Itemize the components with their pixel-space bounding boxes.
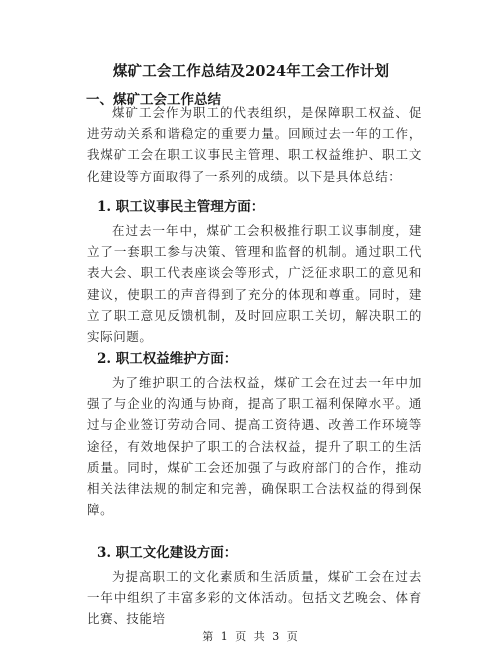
paragraph-democratic-management: 在过去一年中，煤矿工会积极推行职工议事制度，建立了一套职工参与决策、管理和监督的机制。通过职工代表大会、职工代表座谈会等形式，广泛征求职工的意见和建议，使职工的声音得到了充分的体现和尊重。同时，建立了职工意见反馈机制，及时回应职工关切，解决职工的实际问题。: [87, 223, 422, 345]
subheading-culture-building: 3. 职工文化建设方面：: [97, 545, 238, 561]
page-number: 第 1 页 共 3 页: [202, 630, 300, 643]
paragraph-culture-building: 为提高职工的文化素质和生活质量，煤矿工会在过去一年中组织了丰富多彩的文体活动。包括文艺晚会、体育比赛、技能培: [87, 569, 422, 627]
intro-paragraph: 煤矿工会作为职工的代表组织，是保障职工权益、促进劳动关系和谐稳定的重要力量。回顾过去一年的工作，我煤矿工会在职工议事民主管理、职工权益维护、职工文化建设等方面取得了一系列的成绩。以下是具体总结：: [87, 105, 422, 184]
section-heading-summary: 一、煤矿工会工作总结: [86, 92, 221, 108]
subheading-democratic-management: 1. 职工议事民主管理方面：: [97, 199, 265, 215]
document-title: 煤矿工会工作总结及2024年工会工作计划: [112, 63, 390, 80]
paragraph-rights-protection: 为了维护职工的合法权益，煤矿工会在过去一年中加强了与企业的沟通与协商，提高了职工福利保障水平。通过与企业签订劳动合同、提高工资待遇、改善工作环境等途径，有效地保护了职工的合法权益，提升了职工的生活质量。同时，煤矿工会还加强了与政府部门的合作，推动相关法律法规的制定和完善，确保职工合法权益的得到保障。: [87, 375, 422, 518]
subheading-rights-protection: 2. 职工权益维护方面：: [97, 351, 238, 367]
